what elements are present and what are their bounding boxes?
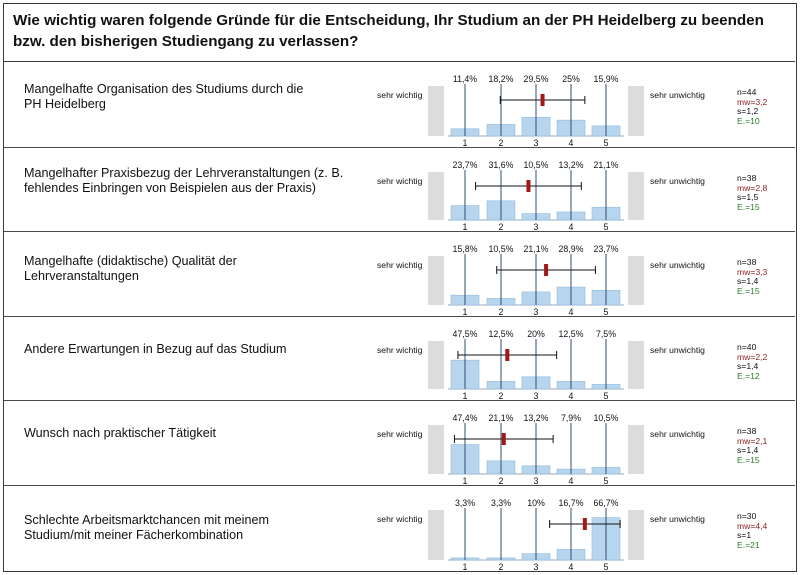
tick-label: 5 [603, 562, 609, 572]
stat-n: n=38 [737, 426, 757, 436]
question-text: Wunsch nach praktischer Tätigkeit [24, 426, 217, 440]
scale-end-box-right [628, 510, 644, 560]
question-row [4, 401, 795, 486]
question-row [4, 148, 795, 232]
tick-label: 2 [498, 476, 504, 486]
data-label: 3,3% [490, 498, 512, 508]
question-text: Andere Erwartungen in Bezug auf das Studium [24, 342, 287, 356]
scale-end-box-left [428, 425, 444, 474]
scale-label-right: sehr unwichtig [650, 176, 705, 186]
stat-e: E.=15 [737, 285, 760, 296]
stat-e: E.=10 [737, 115, 760, 126]
question-row [4, 232, 795, 317]
bar-chart [4, 232, 795, 317]
scale-label-right: sehr unwichtig [650, 260, 705, 270]
data-label: 31,6% [488, 160, 514, 170]
stat-n: n=40 [737, 342, 757, 352]
stat-mw: mw=3,3 [737, 266, 768, 277]
scale-label-right: sehr unwichtig [650, 429, 705, 439]
question-text: Mangelhafter Praxisbezug der Lehrveranstaltungen (z. B. fehlendes Einbringen von Beispielen aus der Praxis) [24, 166, 344, 195]
data-label: 47,5% [452, 329, 478, 339]
tick-label: 3 [533, 138, 539, 148]
tick-label: 4 [568, 222, 574, 232]
tick-label: 4 [568, 562, 574, 572]
survey-frame [3, 3, 797, 572]
stat-s: s=1 [737, 530, 752, 541]
mean-marker [505, 349, 509, 361]
stat-mw: mw=3,2 [737, 96, 768, 107]
tick-label: 3 [533, 222, 539, 232]
data-label: 7,5% [595, 329, 617, 339]
tick-label: 2 [498, 391, 504, 401]
scale-label-left: sehr wichtig [377, 345, 423, 355]
stat-e: E.=21 [737, 539, 760, 550]
tick-label: 1 [462, 562, 468, 572]
mean-marker [541, 94, 545, 106]
tick-label: 1 [462, 138, 468, 148]
stat-s: s=1,4 [737, 445, 759, 456]
tick-label: 5 [603, 222, 609, 232]
bar-chart [4, 62, 795, 148]
data-label: 66,7% [593, 498, 619, 508]
question-text: Mangelhafte (didaktische) Qualität der Lehrveranstaltungen [24, 254, 237, 283]
scale-label-left: sehr wichtig [377, 176, 423, 186]
page-title: Wie wichtig waren folgende Gründe für die Entscheidung, Ihr Studium an der PH Heidelberg zu beenden bzw. den bisherigen Studiengang zu verlassen? [13, 12, 764, 50]
stat-s: s=1,5 [737, 192, 759, 203]
scale-label-left: sehr wichtig [377, 260, 423, 270]
data-label: 3,3% [454, 498, 476, 508]
scale-end-box-left [428, 86, 444, 136]
data-label: 16,7% [558, 498, 584, 508]
data-label: 10,5% [593, 413, 619, 423]
stat-s: s=1,4 [737, 276, 759, 287]
stat-n: n=38 [737, 173, 757, 183]
tick-label: 1 [462, 476, 468, 486]
tick-label: 5 [603, 391, 609, 401]
tick-label: 1 [462, 391, 468, 401]
bar-chart [4, 401, 795, 486]
data-label: 12,5% [488, 329, 514, 339]
data-label: 13,2% [523, 413, 549, 423]
scale-end-box-right [628, 172, 644, 220]
data-label: 28,9% [558, 244, 584, 254]
tick-label: 4 [568, 138, 574, 148]
mean-marker [583, 518, 587, 530]
scale-label-left: sehr wichtig [377, 429, 423, 439]
tick-label: 4 [568, 391, 574, 401]
question-row [4, 62, 795, 148]
tick-label: 1 [462, 307, 468, 317]
mean-marker [502, 433, 506, 445]
data-label: 15,9% [593, 74, 619, 84]
stat-s: s=1,2 [737, 106, 759, 117]
scale-end-box-left [428, 172, 444, 220]
data-label: 23,7% [452, 160, 478, 170]
tick-label: 3 [533, 391, 539, 401]
tick-label: 2 [498, 562, 504, 572]
stat-n: n=44 [737, 87, 757, 97]
data-label: 10,5% [488, 244, 514, 254]
bar-chart [4, 486, 795, 572]
data-label: 21,1% [593, 160, 619, 170]
question-row [4, 486, 795, 572]
tick-label: 2 [498, 307, 504, 317]
tick-label: 4 [568, 307, 574, 317]
data-label: 21,1% [488, 413, 514, 423]
tick-label: 3 [533, 476, 539, 486]
data-label: 29,5% [523, 74, 549, 84]
mean-marker [526, 180, 530, 192]
data-label: 10% [527, 498, 545, 508]
data-label: 11,4% [452, 74, 478, 84]
stat-mw: mw=2,8 [737, 182, 768, 193]
tick-label: 1 [462, 222, 468, 232]
tick-label: 5 [603, 476, 609, 486]
data-label: 25% [562, 74, 580, 84]
scale-label-left: sehr wichtig [377, 514, 423, 524]
stat-e: E.=15 [737, 201, 760, 212]
data-label: 21,1% [523, 244, 549, 254]
stat-n: n=30 [737, 511, 757, 521]
stat-e: E.=12 [737, 370, 760, 381]
tick-label: 4 [568, 476, 574, 486]
stat-mw: mw=4,4 [737, 520, 768, 531]
scale-label-left: sehr wichtig [377, 90, 423, 100]
tick-label: 5 [603, 307, 609, 317]
tick-label: 2 [498, 138, 504, 148]
data-label: 12,5% [558, 329, 584, 339]
tick-label: 2 [498, 222, 504, 232]
scale-end-box-right [628, 86, 644, 136]
data-label: 18,2% [488, 74, 514, 84]
stat-e: E.=15 [737, 454, 760, 465]
stat-mw: mw=2,1 [737, 435, 768, 446]
tick-label: 5 [603, 138, 609, 148]
mean-marker [544, 264, 548, 276]
scale-end-box-left [428, 510, 444, 560]
scale-end-box-right [628, 256, 644, 305]
data-label: 10,5% [523, 160, 549, 170]
scale-end-box-left [428, 341, 444, 389]
tick-label: 3 [533, 307, 539, 317]
data-label: 23,7% [593, 244, 619, 254]
stat-n: n=38 [737, 257, 757, 267]
question-row [4, 317, 795, 401]
bar-chart [4, 148, 795, 232]
scale-label-right: sehr unwichtig [650, 90, 705, 100]
title-box [4, 4, 795, 62]
stat-s: s=1,4 [737, 361, 759, 372]
scale-label-right: sehr unwichtig [650, 345, 705, 355]
tick-label: 3 [533, 562, 539, 572]
data-label: 20% [527, 329, 545, 339]
scale-end-box-left [428, 256, 444, 305]
data-label: 15,8% [452, 244, 478, 254]
scale-end-box-right [628, 425, 644, 474]
scale-end-box-right [628, 341, 644, 389]
stat-mw: mw=2,2 [737, 351, 768, 362]
question-text: Schlechte Arbeitsmarktchancen mit meinem Studium/mit meiner Fächerkombination [24, 513, 269, 542]
data-label: 47,4% [452, 413, 478, 423]
data-label: 7,9% [560, 413, 582, 423]
bar-chart [4, 317, 795, 401]
scale-label-right: sehr unwichtig [650, 514, 705, 524]
question-text: Mangelhafte Organisation des Studiums durch die PH Heidelberg [24, 82, 304, 111]
data-label: 13,2% [558, 160, 584, 170]
